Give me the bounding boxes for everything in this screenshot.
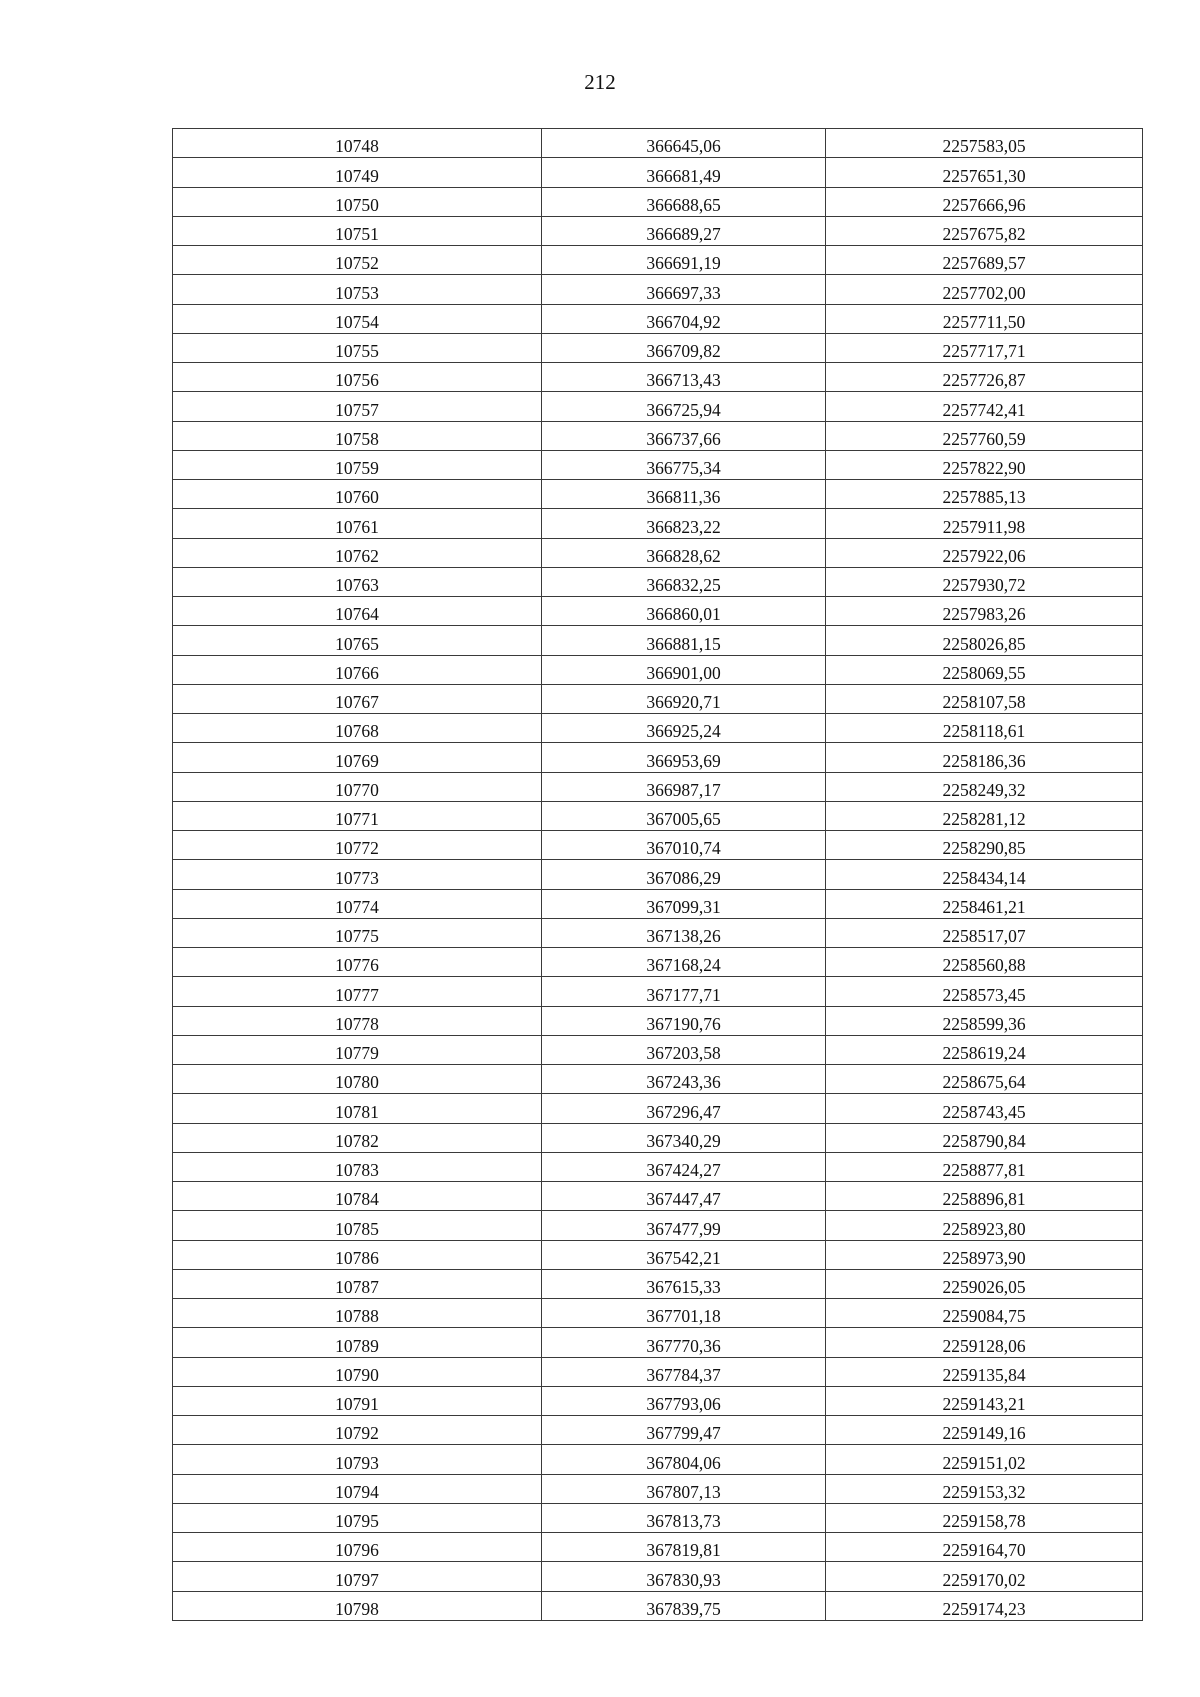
point-number-cell: 10762: [173, 538, 542, 567]
point-number-cell: 10781: [173, 1094, 542, 1123]
point-number-cell: 10778: [173, 1006, 542, 1035]
x-coordinate-cell: 366688,65: [542, 187, 826, 216]
table-row: [173, 1152, 1143, 1181]
y-coordinate-cell: 2258790,84: [826, 1123, 1143, 1152]
table-row: [173, 1240, 1143, 1269]
x-coordinate-cell: 366823,22: [542, 509, 826, 538]
point-number-cell: 10788: [173, 1299, 542, 1328]
table-row: [173, 772, 1143, 801]
coordinates-table-body: [173, 129, 1143, 1621]
point-number-cell: 10771: [173, 801, 542, 830]
point-number-cell: 10752: [173, 246, 542, 275]
point-number-cell: 10791: [173, 1386, 542, 1415]
x-coordinate-cell: 366645,06: [542, 129, 826, 158]
table-row: [173, 889, 1143, 918]
y-coordinate-cell: 2258896,81: [826, 1182, 1143, 1211]
table-row: [173, 450, 1143, 479]
x-coordinate-cell: 367807,13: [542, 1474, 826, 1503]
table-row: [173, 538, 1143, 567]
y-coordinate-cell: 2259084,75: [826, 1299, 1143, 1328]
point-number-cell: 10768: [173, 714, 542, 743]
table-row: [173, 1591, 1143, 1620]
x-coordinate-cell: 366697,33: [542, 275, 826, 304]
point-number-cell: 10797: [173, 1562, 542, 1591]
y-coordinate-cell: 2257822,90: [826, 450, 1143, 479]
y-coordinate-cell: 2259164,70: [826, 1533, 1143, 1562]
y-coordinate-cell: 2258517,07: [826, 918, 1143, 947]
point-number-cell: 10770: [173, 772, 542, 801]
y-coordinate-cell: 2259170,02: [826, 1562, 1143, 1591]
y-coordinate-cell: 2258069,55: [826, 655, 1143, 684]
point-number-cell: 10769: [173, 743, 542, 772]
point-number-cell: 10787: [173, 1269, 542, 1298]
y-coordinate-cell: 2257689,57: [826, 246, 1143, 275]
x-coordinate-cell: 366811,36: [542, 480, 826, 509]
y-coordinate-cell: 2257651,30: [826, 158, 1143, 187]
x-coordinate-cell: 367701,18: [542, 1299, 826, 1328]
x-coordinate-cell: 367839,75: [542, 1591, 826, 1620]
y-coordinate-cell: 2257983,26: [826, 597, 1143, 626]
x-coordinate-cell: 366987,17: [542, 772, 826, 801]
table-row: [173, 509, 1143, 538]
table-row: [173, 1035, 1143, 1064]
x-coordinate-cell: 367799,47: [542, 1416, 826, 1445]
point-number-cell: 10785: [173, 1211, 542, 1240]
x-coordinate-cell: 366713,43: [542, 363, 826, 392]
table-row: [173, 1562, 1143, 1591]
table-row: [173, 333, 1143, 362]
y-coordinate-cell: 2257726,87: [826, 363, 1143, 392]
x-coordinate-cell: 367615,33: [542, 1269, 826, 1298]
point-number-cell: 10753: [173, 275, 542, 304]
table-row: [173, 597, 1143, 626]
table-row: [173, 363, 1143, 392]
table-row: [173, 801, 1143, 830]
y-coordinate-cell: 2258743,45: [826, 1094, 1143, 1123]
table-row: [173, 1269, 1143, 1298]
table-row: [173, 831, 1143, 860]
table-row: [173, 860, 1143, 889]
coordinates-table: [172, 128, 1143, 1621]
y-coordinate-cell: 2258923,80: [826, 1211, 1143, 1240]
y-coordinate-cell: 2258560,88: [826, 948, 1143, 977]
point-number-cell: 10748: [173, 129, 542, 158]
x-coordinate-cell: 367296,47: [542, 1094, 826, 1123]
x-coordinate-cell: 367099,31: [542, 889, 826, 918]
y-coordinate-cell: 2258186,36: [826, 743, 1143, 772]
table-row: [173, 626, 1143, 655]
table-row: [173, 918, 1143, 947]
y-coordinate-cell: 2257675,82: [826, 216, 1143, 245]
point-number-cell: 10792: [173, 1416, 542, 1445]
table-row: [173, 948, 1143, 977]
y-coordinate-cell: 2258461,21: [826, 889, 1143, 918]
table-row: [173, 1328, 1143, 1357]
table-row: [173, 1445, 1143, 1474]
point-number-cell: 10772: [173, 831, 542, 860]
point-number-cell: 10755: [173, 333, 542, 362]
x-coordinate-cell: 366953,69: [542, 743, 826, 772]
x-coordinate-cell: 367813,73: [542, 1503, 826, 1532]
x-coordinate-cell: 367243,36: [542, 1065, 826, 1094]
x-coordinate-cell: 366775,34: [542, 450, 826, 479]
y-coordinate-cell: 2258573,45: [826, 977, 1143, 1006]
table-row: [173, 480, 1143, 509]
y-coordinate-cell: 2257742,41: [826, 392, 1143, 421]
table-row: [173, 421, 1143, 450]
x-coordinate-cell: 367830,93: [542, 1562, 826, 1591]
y-coordinate-cell: 2258026,85: [826, 626, 1143, 655]
y-coordinate-cell: 2257717,71: [826, 333, 1143, 362]
point-number-cell: 10751: [173, 216, 542, 245]
x-coordinate-cell: 366689,27: [542, 216, 826, 245]
y-coordinate-cell: 2259135,84: [826, 1357, 1143, 1386]
table-row: [173, 158, 1143, 187]
y-coordinate-cell: 2257711,50: [826, 304, 1143, 333]
table-row: [173, 246, 1143, 275]
table-row: [173, 743, 1143, 772]
point-number-cell: 10773: [173, 860, 542, 889]
point-number-cell: 10777: [173, 977, 542, 1006]
x-coordinate-cell: 366832,25: [542, 567, 826, 596]
point-number-cell: 10789: [173, 1328, 542, 1357]
x-coordinate-cell: 366704,92: [542, 304, 826, 333]
y-coordinate-cell: 2257702,00: [826, 275, 1143, 304]
y-coordinate-cell: 2258599,36: [826, 1006, 1143, 1035]
table-row: [173, 1533, 1143, 1562]
y-coordinate-cell: 2258290,85: [826, 831, 1143, 860]
point-number-cell: 10765: [173, 626, 542, 655]
point-number-cell: 10749: [173, 158, 542, 187]
x-coordinate-cell: 367010,74: [542, 831, 826, 860]
x-coordinate-cell: 366709,82: [542, 333, 826, 362]
x-coordinate-cell: 367190,76: [542, 1006, 826, 1035]
x-coordinate-cell: 367784,37: [542, 1357, 826, 1386]
y-coordinate-cell: 2257583,05: [826, 129, 1143, 158]
table-row: [173, 655, 1143, 684]
y-coordinate-cell: 2258281,12: [826, 801, 1143, 830]
point-number-cell: 10782: [173, 1123, 542, 1152]
x-coordinate-cell: 366925,24: [542, 714, 826, 743]
point-number-cell: 10786: [173, 1240, 542, 1269]
y-coordinate-cell: 2258675,64: [826, 1065, 1143, 1094]
y-coordinate-cell: 2259026,05: [826, 1269, 1143, 1298]
point-number-cell: 10795: [173, 1503, 542, 1532]
point-number-cell: 10761: [173, 509, 542, 538]
table-row: [173, 1503, 1143, 1532]
y-coordinate-cell: 2257885,13: [826, 480, 1143, 509]
table-row: [173, 1006, 1143, 1035]
x-coordinate-cell: 367804,06: [542, 1445, 826, 1474]
point-number-cell: 10758: [173, 421, 542, 450]
y-coordinate-cell: 2258118,61: [826, 714, 1143, 743]
x-coordinate-cell: 367168,24: [542, 948, 826, 977]
x-coordinate-cell: 367770,36: [542, 1328, 826, 1357]
point-number-cell: 10767: [173, 684, 542, 713]
x-coordinate-cell: 367086,29: [542, 860, 826, 889]
table-row: [173, 129, 1143, 158]
y-coordinate-cell: 2257760,59: [826, 421, 1143, 450]
x-coordinate-cell: 367793,06: [542, 1386, 826, 1415]
point-number-cell: 10784: [173, 1182, 542, 1211]
point-number-cell: 10796: [173, 1533, 542, 1562]
x-coordinate-cell: 367542,21: [542, 1240, 826, 1269]
point-number-cell: 10763: [173, 567, 542, 596]
y-coordinate-cell: 2258434,14: [826, 860, 1143, 889]
y-coordinate-cell: 2258107,58: [826, 684, 1143, 713]
x-coordinate-cell: 366737,66: [542, 421, 826, 450]
point-number-cell: 10756: [173, 363, 542, 392]
point-number-cell: 10759: [173, 450, 542, 479]
x-coordinate-cell: 366681,49: [542, 158, 826, 187]
point-number-cell: 10760: [173, 480, 542, 509]
x-coordinate-cell: 367477,99: [542, 1211, 826, 1240]
point-number-cell: 10780: [173, 1065, 542, 1094]
y-coordinate-cell: 2259128,06: [826, 1328, 1143, 1357]
table-row: [173, 567, 1143, 596]
table-row: [173, 392, 1143, 421]
table-row: [173, 1386, 1143, 1415]
x-coordinate-cell: 366881,15: [542, 626, 826, 655]
x-coordinate-cell: 367340,29: [542, 1123, 826, 1152]
x-coordinate-cell: 366828,62: [542, 538, 826, 567]
y-coordinate-cell: 2258249,32: [826, 772, 1143, 801]
table-row: [173, 1211, 1143, 1240]
point-number-cell: 10794: [173, 1474, 542, 1503]
point-number-cell: 10750: [173, 187, 542, 216]
table-row: [173, 1123, 1143, 1152]
x-coordinate-cell: 367138,26: [542, 918, 826, 947]
point-number-cell: 10764: [173, 597, 542, 626]
point-number-cell: 10793: [173, 1445, 542, 1474]
table-row: [173, 977, 1143, 1006]
y-coordinate-cell: 2257922,06: [826, 538, 1143, 567]
y-coordinate-cell: 2259158,78: [826, 1503, 1143, 1532]
y-coordinate-cell: 2259149,16: [826, 1416, 1143, 1445]
table-row: [173, 1416, 1143, 1445]
table-row: [173, 187, 1143, 216]
y-coordinate-cell: 2257666,96: [826, 187, 1143, 216]
x-coordinate-cell: 366691,19: [542, 246, 826, 275]
x-coordinate-cell: 366860,01: [542, 597, 826, 626]
point-number-cell: 10774: [173, 889, 542, 918]
point-number-cell: 10790: [173, 1357, 542, 1386]
x-coordinate-cell: 367177,71: [542, 977, 826, 1006]
point-number-cell: 10757: [173, 392, 542, 421]
table-row: [173, 216, 1143, 245]
table-row: [173, 1299, 1143, 1328]
table-row: [173, 684, 1143, 713]
y-coordinate-cell: 2257911,98: [826, 509, 1143, 538]
point-number-cell: 10798: [173, 1591, 542, 1620]
y-coordinate-cell: 2259151,02: [826, 1445, 1143, 1474]
x-coordinate-cell: 367447,47: [542, 1182, 826, 1211]
x-coordinate-cell: 366901,00: [542, 655, 826, 684]
x-coordinate-cell: 367819,81: [542, 1533, 826, 1562]
table-row: [173, 1474, 1143, 1503]
table-row: [173, 275, 1143, 304]
y-coordinate-cell: 2259174,23: [826, 1591, 1143, 1620]
x-coordinate-cell: 366725,94: [542, 392, 826, 421]
x-coordinate-cell: 366920,71: [542, 684, 826, 713]
y-coordinate-cell: 2257930,72: [826, 567, 1143, 596]
table-row: [173, 1094, 1143, 1123]
y-coordinate-cell: 2259143,21: [826, 1386, 1143, 1415]
point-number-cell: 10766: [173, 655, 542, 684]
point-number-cell: 10754: [173, 304, 542, 333]
table-row: [173, 304, 1143, 333]
point-number-cell: 10775: [173, 918, 542, 947]
table-row: [173, 1065, 1143, 1094]
y-coordinate-cell: 2258973,90: [826, 1240, 1143, 1269]
table-row: [173, 714, 1143, 743]
x-coordinate-cell: 367005,65: [542, 801, 826, 830]
x-coordinate-cell: 367424,27: [542, 1152, 826, 1181]
point-number-cell: 10779: [173, 1035, 542, 1064]
table-row: [173, 1182, 1143, 1211]
point-number-cell: 10783: [173, 1152, 542, 1181]
x-coordinate-cell: 367203,58: [542, 1035, 826, 1064]
table-row: [173, 1357, 1143, 1386]
point-number-cell: 10776: [173, 948, 542, 977]
page-number: 212: [584, 70, 616, 94]
y-coordinate-cell: 2258877,81: [826, 1152, 1143, 1181]
y-coordinate-cell: 2259153,32: [826, 1474, 1143, 1503]
y-coordinate-cell: 2258619,24: [826, 1035, 1143, 1064]
